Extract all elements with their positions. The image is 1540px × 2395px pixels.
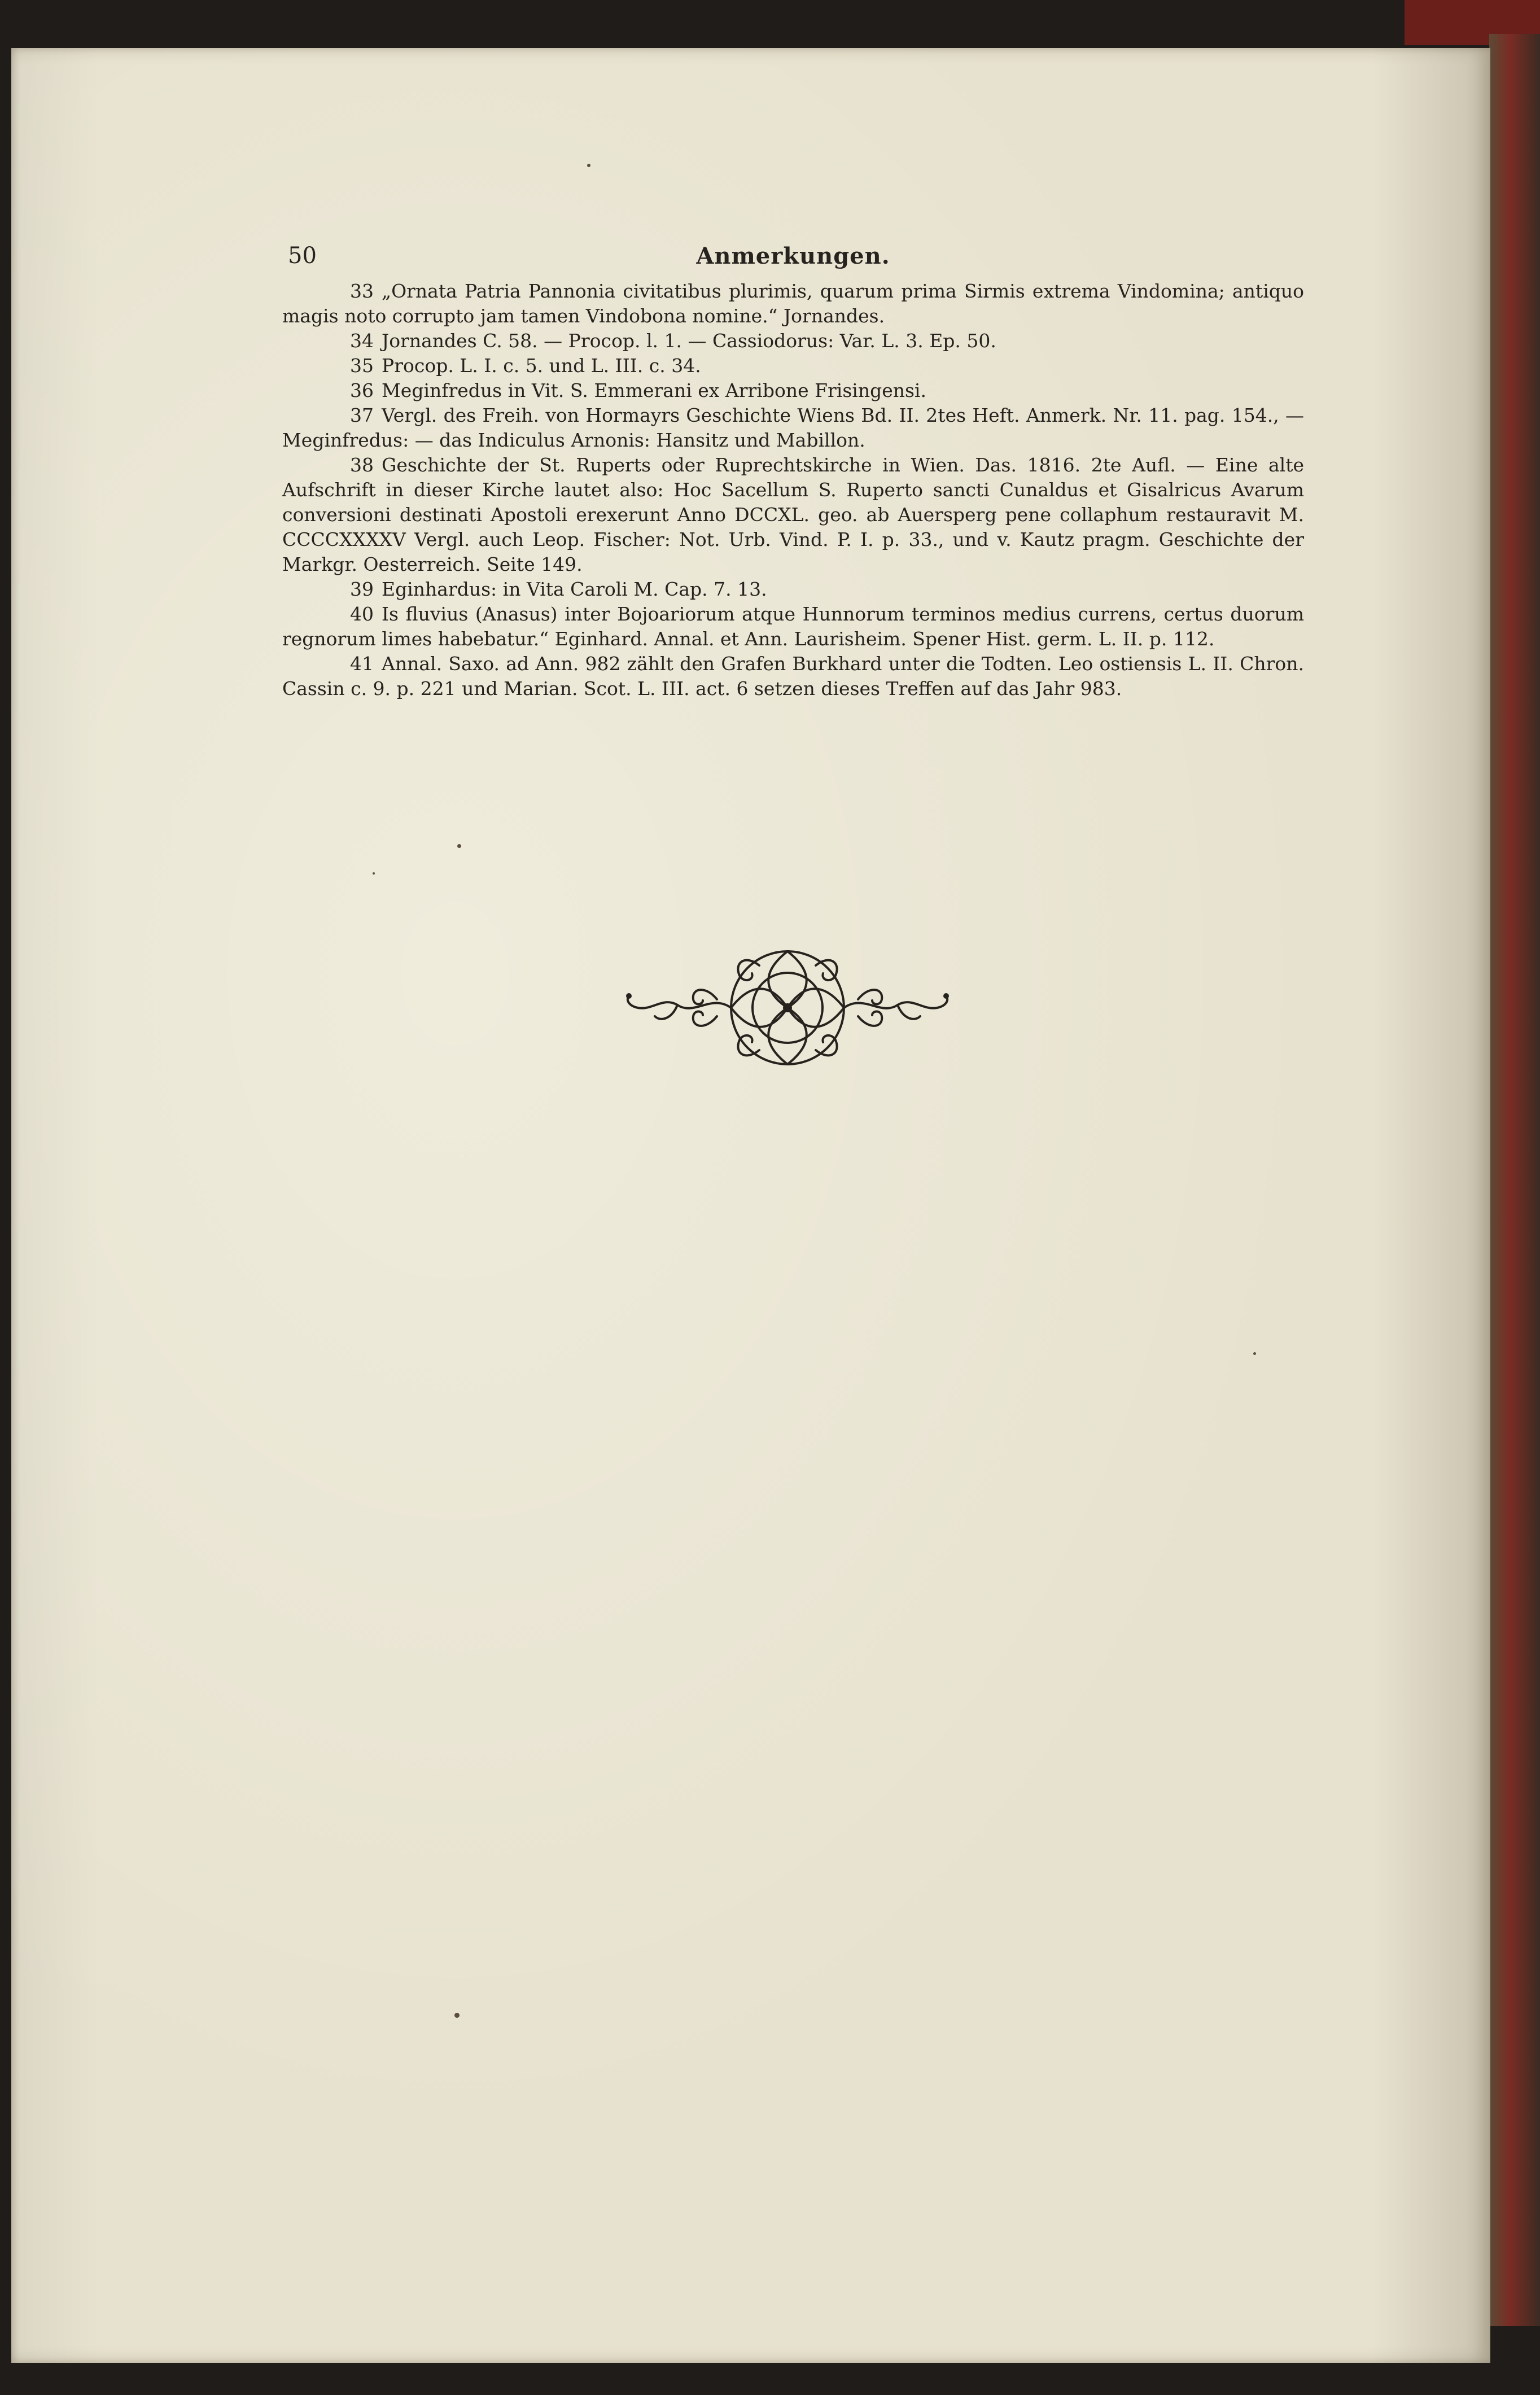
footnote-number: 39 [350,578,374,600]
page-number: 50 [288,243,317,269]
footnote [282,378,1304,403]
footnote-number: 35 [350,355,374,377]
notes-content [282,243,1304,701]
footnote [282,279,1304,329]
paper-speck [587,164,590,167]
page-header [282,243,1304,274]
footnote [282,453,1304,577]
paper-speck [1253,1352,1256,1355]
page-title: Anmerkungen. [696,243,890,269]
paper-speck [457,844,461,848]
footnote-text: Jornandes C. 58. — Procop. l. 1. — Cassiodorus: Var. L. 3. Ep. 50. [382,330,996,352]
footnote-number: 41 [350,653,374,675]
footnote-text: Is fluvius (Anasus) inter Bojoariorum atque Hunnorum terminos medius currens, certus duorum regnorum limes habebatur.“ Eginhard. Annal. et Ann. Laurisheim. Spener Hist. germ. L. II. p. 112. [282,603,1304,650]
footnote-text: Eginhardus: in Vita Caroli M. Cap. 7. 13. [382,578,767,600]
paper-speck [373,872,375,875]
scroll-ornament-icon [621,932,954,1084]
footnote-number: 34 [350,330,374,352]
footnote [282,329,1304,353]
footnote [282,602,1304,652]
footnote-text: Vergl. des Freih. von Hormayrs Geschichte Wiens Bd. II. 2tes Heft. Anmerk. Nr. 11. pag. 154., — Meginfredus: — das Indiculus Arnonis: Hansitz und Mabillon. [282,404,1304,451]
footnote-text: Procop. L. I. c. 5. und L. III. c. 34. [382,355,701,377]
footnote-number: 37 [350,404,374,426]
footnote-text: Geschichte der St. Ruperts oder Ruprechtskirche in Wien. Das. 1816. 2te Aufl. — Eine alte Aufschrift in dieser Kirche lautet also: Hoc Sacellum S. Ruperto sancti Cunaldus et Gisalricus Avarum conversioni destinati Apostoli erexerunt Anno DCCXL. geo. ab Auersperg pene collaphum restauravit M. CCCCXXXXV Vergl. auch Leop. Fischer: Not. Urb. Vind. P. I. p. 33., und v. Kautz pragm. Geschichte der Markgr. Oesterreich. Seite 149. [282,454,1304,575]
footnote-number: 40 [350,603,374,625]
footnote-text: Annal. Saxo. ad Ann. 982 zählt den Grafen Burkhard unter die Todten. Leo ostiensis L. II. Chron. Cassin c. 9. p. 221 und Marian. Scot. L. III. act. 6 setzen dieses Treffen auf das Jahr 983. [282,653,1304,700]
footnote-number: 38 [350,454,374,476]
footnote [282,652,1304,701]
footnote [282,577,1304,602]
footnote-text: Meginfredus in Vit. S. Emmerani ex Arribone Frisingensi. [382,379,926,401]
footnote [282,403,1304,453]
footnote-text: „Ornata Patria Pannonia civitatibus plurimis, quarum prima Sirmis extrema Vindomina; antiquo magis noto corrupto jam tamen Vindobona nomine.“ Jornandes. [282,280,1304,327]
footnote-number: 33 [350,280,374,302]
book-spine-edge [1489,34,1540,2326]
footnote-number: 36 [350,379,374,401]
footnote [282,353,1304,378]
paper-speck [454,2013,460,2018]
